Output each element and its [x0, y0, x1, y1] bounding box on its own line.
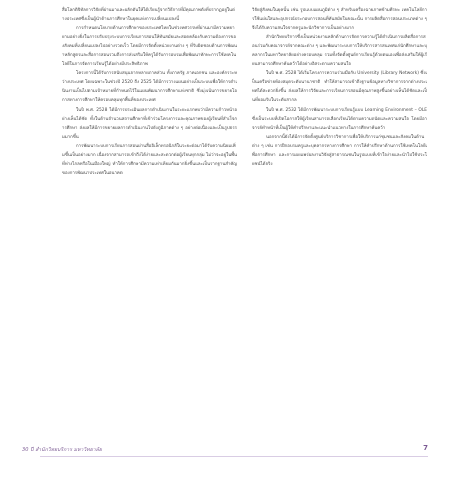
paragraph: ในปี พ.ศ. 2532 ได้มีการพัฒนาระบบการเรียนรู้แบบ Learning Environment – OLE ซึ่งเป็นระบบที่เปิดโอกาสให้ผู้เรียนสามารถเลือกเรียนได้ตามความถนัดและความสนใจ โดยมีอาจารย์ทำหน้าที่เป็นผู้ให้คำปรึกษาและแนะนำแนวทางในการศึกษาค้นคว้า [252, 107, 427, 131]
paragraph: การพัฒนาระบบการเรียนการสอนผ่านสื่ออิเล็กทรอนิกส์ในระยะต่อมาได้รับความนิยมเพิ่มขึ้นเป็นอย่างมาก เนื่องจากสามารถเข้าถึงได้ง่ายและสะดวกต่อผู้เรียนทุกกลุ่ม ไม่ว่าจะอยู่ในพื้นที่ห่างไกลหรือในเมืองใหญ่ ทำให้การศึกษามีความเท่าเทียมกันมากยิ่งขึ้นและเป็นรากฐานสำคัญของการพัฒนาประเทศในอนาคต [62, 143, 237, 176]
footer-title: 30 ปี สำนักวิทยบริการ มหาวิทยาลัย [22, 447, 102, 453]
paragraph: โครงการนี้ได้รับการสนับสนุนจากหลายภาคส่วน ทั้งภาครัฐ ภาคเอกชน และองค์กรระหว่างประเทศ โดยเฉพาะในช่วงปี 2520 ถึง 2525 ได้มีการวางแผนอย่างเป็นระบบเพื่อให้การดำเนินงานเป็นไปตามเป้าหมายที่กำหนดไว้ในแผนพัฒนาการศึกษาแห่งชาติ ซึ่งมุ่งเน้นการขยายโอกาสทางการศึกษาให้ครอบคลุมทุกพื้นที่ของประเทศ [62, 71, 237, 104]
paragraph: ในปี พ.ศ. 2528 ได้มีการประเมินผลการดำเนินงานในระยะแรกพบว่ามีความก้าวหน้าอย่างเห็นได้ชัด ทั้งในด้านจำนวนสถานศึกษาที่เข้าร่วมโครงการและคุณภาพของผู้เรียนที่สำเร็จการศึกษา ส่งผลให้มีการขยายผลการดำเนินงานไปยังภูมิภาคต่าง ๆ อย่างต่อเนื่องและเป็นรูปธรรมมากขึ้น [62, 107, 237, 140]
footer-divider [40, 456, 428, 457]
paragraph: วิจัยสู่สังคมในยุคนั้น เช่น รูปแบบแผนภูมิต่าง ๆ สำหรับเครื่องฉายภาพข้ามศีรษะ เทคโนโลยีการใช้แผ่นใสและอุปกรณ์ประกอบการสอนที่ทันสมัยในขณะนั้น การผลิตสื่อการสอนประเภทต่าง ๆ จึงได้รับความสนใจจากครูและนักวิชาการเป็นอย่างมาก [252, 8, 427, 32]
left-text-column [62, 6, 237, 178]
paragraph: ในปี พ.ศ. 2528 ได้เริ่มโครงการความร่วมมือกับ University (Library Network) ซึ่งเป็นเครือข่ายห้องสมุดระดับนานาชาติ ทำให้สามารถเข้าถึงฐานข้อมูลทางวิชาการจากต่างประเทศได้สะดวกยิ่งขึ้น ส่งผลให้การวิจัยและการเรียนการสอนมีคุณภาพสูงขึ้นอย่างเห็นได้ชัดและเป็นที่ยอมรับในระดับสากล [252, 71, 427, 104]
paragraph: สื่อโลกดิจิทัลการวิจัยที่ผ่านมาและผลักดันให้ได้เรียนรู้จากวิธีการที่มีคุณภาพดังที่ปรากฏอยู่ในต่างประเทศซึ่งเป็นผู้นำด้านการศึกษาในยุคแห่งการเปลี่ยนแปลงนี้ [62, 8, 235, 23]
paragraph: การกำหนดนโยบายด้านการศึกษาของประเทศไทยในช่วงทศวรรษที่ผ่านมามีความพยายามอย่างยิ่งในการปรับปรุงระบบการเรียนการสอนให้ทันสมัยและสอดคล้องกับความต้องการของสังคมที่เปลี่ยนแปลงไปอย่างรวดเร็ว โดยมีการจัดตั้งหน่วยงานต่าง ๆ ที่รับผิดชอบด้านการพัฒนาหลักสูตรและสื่อการสอนรวมถึงการส่งเสริมให้ครูได้รับการอบรมเพื่อพัฒนาทักษะการใช้เทคโนโลยีในการจัดการเรียนรู้ได้อย่างมีประสิทธิภาพ [62, 26, 237, 68]
paragraph: นอกจากนี้ยังได้มีการจัดตั้งศูนย์บริการวิชาการเพื่อให้บริการแก่ชุมชนและสังคมในด้านต่าง ๆ เช่น การฝึกอบรมครูและบุคลากรทางการศึกษา การให้คำปรึกษาด้านการใช้เทคโนโลยีเพื่อการศึกษา และการเผยแพร่ผลงานวิจัยสู่สาธารณชนในรูปแบบที่เข้าใจง่ายและนำไปใช้ประโยชน์ได้จริง [252, 134, 427, 167]
page-number: 7 [423, 444, 428, 452]
paragraph: สำนักวิทยบริการซึ่งเป็นหน่วยงานหลักด้านการจัดการความรู้ได้ดำเนินการผลิตสื่อการสอนร่วมกับคณาจารย์จากคณะต่าง ๆ และพัฒนาระบบการให้บริการสารสนเทศแก่นักศึกษาและบุคลากรในมหาวิทยาลัยอย่างครอบคลุม รวมทั้งจัดตั้งศูนย์การเรียนรู้ด้วยตนเองเพื่อส่งเสริมให้ผู้เรียนสามารถศึกษาค้นคว้าได้อย่างอิสระตามความสนใจ [252, 35, 427, 68]
right-text-column [252, 6, 427, 169]
